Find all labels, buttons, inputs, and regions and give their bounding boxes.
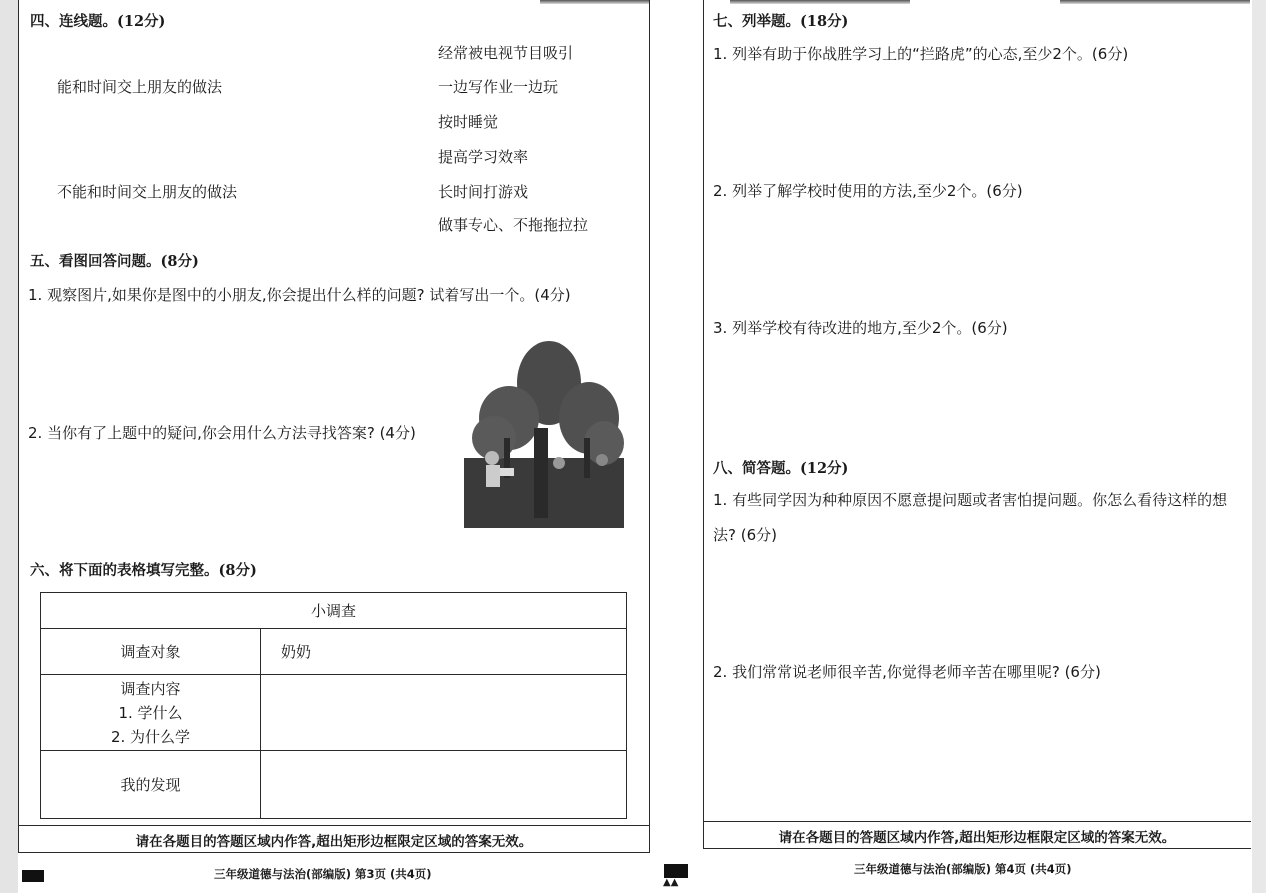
question-7-1: 1. 列举有助于你战胜学习上的“拦路虎”的心态,至少2个。(6分) — [713, 45, 1129, 63]
scan-gutter-left — [0, 0, 18, 893]
answer-frame-right — [703, 0, 1251, 849]
question-8-1-line2: 法? (6分) — [713, 526, 777, 544]
fold-arrows-icon: ▲▲ — [663, 877, 679, 888]
section-7-heading: 七、列举题。(18分) — [713, 13, 849, 30]
forest-children-picture — [464, 338, 624, 528]
section-6-heading: 六、将下面的表格填写完整。(8分) — [30, 562, 257, 579]
survey-content-item-1: 1. 学什么 — [118, 703, 183, 722]
section-8-heading: 八、简答题。(12分) — [713, 460, 849, 477]
match-left-item: 能和时间交上朋友的做法 — [57, 78, 223, 96]
survey-value-findings[interactable] — [261, 751, 627, 819]
survey-value-subject[interactable]: 奶奶 — [261, 629, 627, 675]
question-5-2: 2. 当你有了上题中的疑问,你会用什么方法寻找答案? (4分) — [28, 424, 416, 442]
survey-value-content[interactable] — [261, 675, 627, 751]
survey-content-item-2: 2. 为什么学 — [110, 727, 191, 746]
question-5-1: 1. 观察图片,如果你是图中的小朋友,你会提出什么样的问题? 试着写出一个。(4分) — [28, 286, 571, 304]
answer-area-notice: 请在各题目的答题区域内作答,超出矩形边框限定区域的答案无效。 — [18, 825, 650, 853]
scan-gutter-right — [1252, 0, 1266, 893]
question-7-2: 2. 列举了解学校时使用的方法,至少2个。(6分) — [713, 182, 1023, 200]
question-7-3: 3. 列举学校有待改进的地方,至少2个。(6分) — [713, 319, 1008, 337]
survey-label-findings: 我的发现 — [41, 751, 261, 819]
match-right-item: 做事专心、不拖拖拉拉 — [438, 216, 589, 234]
question-8-1-line1: 1. 有些同学因为种种原因不愿意提问题或者害怕提问题。你怎么看待这样的想 — [713, 491, 1228, 509]
match-right-item: 按时睡觉 — [438, 113, 499, 131]
match-right-item: 经常被电视节目吸引 — [438, 44, 574, 62]
fold-marker — [664, 864, 688, 878]
match-right-item: 一边写作业一边玩 — [438, 78, 559, 96]
match-left-item: 不能和时间交上朋友的做法 — [57, 183, 238, 201]
match-right-item: 长时间打游戏 — [438, 183, 529, 201]
answer-area-notice: 请在各题目的答题区域内作答,超出矩形边框限定区域的答案无效。 — [703, 821, 1251, 849]
question-8-2: 2. 我们常常说老师很辛苦,你觉得老师辛苦在哪里呢? (6分) — [713, 663, 1101, 681]
match-right-item: 提高学习效率 — [438, 148, 529, 166]
alignment-marker — [22, 870, 44, 882]
survey-label-content — [41, 675, 261, 751]
survey-table-title: 小调查 — [41, 593, 627, 629]
survey-content-title: 调查内容 — [120, 679, 181, 698]
page-footer: 三年级道德与法治(部编版) 第3页 (共4页) — [214, 867, 432, 881]
survey-label-subject: 调查对象 — [41, 629, 261, 675]
section-5-heading: 五、看图回答问题。(8分) — [30, 253, 199, 270]
survey-table — [40, 592, 627, 819]
section-4-heading: 四、连线题。(12分) — [30, 13, 166, 30]
page-footer: 三年级道德与法治(部编版) 第4页 (共4页) — [854, 862, 1072, 876]
